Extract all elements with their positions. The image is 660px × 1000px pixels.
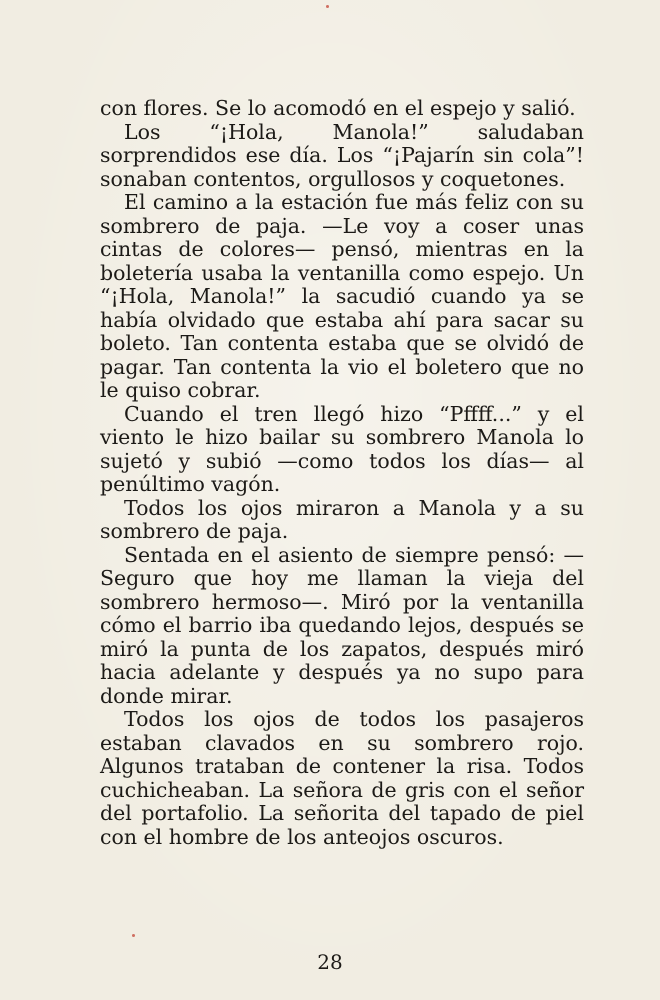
body-text — [100, 97, 584, 849]
paragraph: Todos los ojos de todos los pasajeros estaban clavados en su sombrero rojo. Algunos trataban de contener la risa. Todos cuchicheaban. La señora de gris con el señor del portafolio. La señorita del tapado de piel con el hombre de los anteojos oscuros. — [100, 707, 584, 849]
paragraph: El camino a la estación fue más feliz con su sombrero de paja. —Le voy a coser unas cintas de colores— pensó, mientras en la boletería usaba la ventanilla como espejo. Un “¡Hola, Manola!” la sacudió cuando ya se había olvidado que estaba ahí para sacar su boleto. Tan contenta estaba que se olvidó de pagar. Tan contenta la vio el boletero que no le quiso cobrar. — [100, 190, 584, 402]
ink-speck — [132, 934, 135, 937]
paragraph: Todos los ojos miraron a Manola y a su sombrero de paja. — [100, 495, 584, 543]
ink-speck — [326, 5, 329, 8]
page-number: 28 — [317, 950, 343, 974]
paragraph: Cuando el tren llegó hizo “Pffff...” y el viento le hizo bailar su sombrero Manola lo sujetó y subió —como todos los días— al penúltimo vagón. — [100, 401, 584, 496]
paragraph: Sentada en el asiento de siempre pensó: —Seguro que hoy me llaman la vieja del sombrero hermoso—. Miró por la ventanilla cómo el barrio iba quedando lejos, después se miró la punta de los zapatos, después miró hacia adelante y después ya no supo para donde mirar. — [100, 542, 584, 708]
paragraph: Los “¡Hola, Manola!” saludaban sorprendidos ese día. Los “¡Pajarín sin cola”! sonaban contentos, orgullosos y coquetones. — [100, 119, 584, 191]
paragraph: con flores. Se lo acomodó en el espejo y salió. — [100, 96, 576, 120]
